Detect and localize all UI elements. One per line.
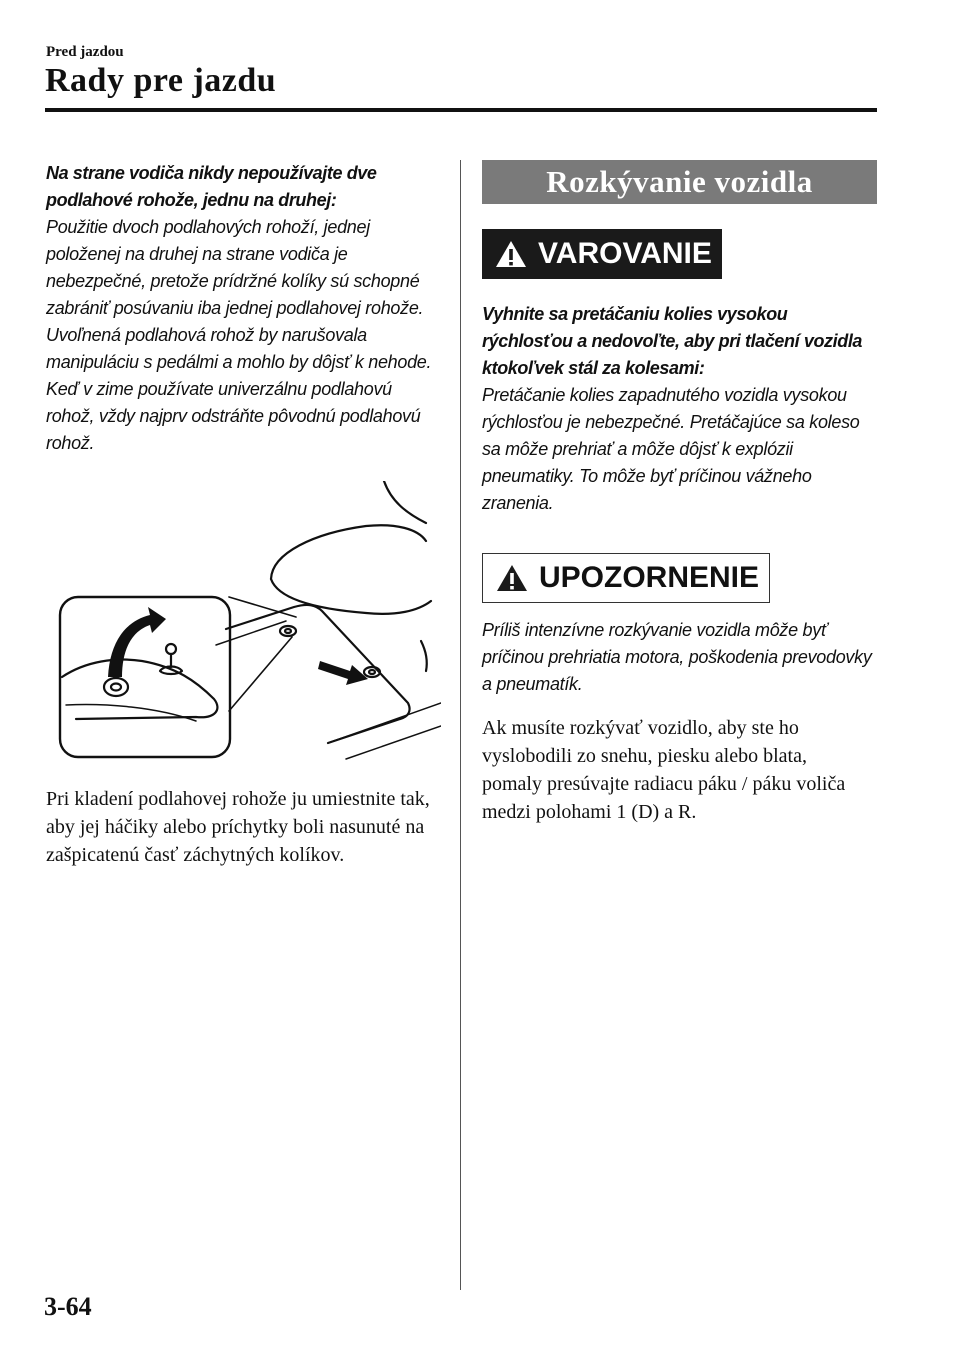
- install-arrow-icon: [108, 607, 166, 677]
- warning-badge: [482, 229, 722, 279]
- caution-label: UPOZORNENIE: [539, 561, 760, 594]
- title-rule: [45, 108, 877, 112]
- direction-arrow-icon: [318, 661, 368, 685]
- right-column: [482, 160, 882, 826]
- section-label: Pred jazdou: [46, 44, 124, 60]
- warning-triangle-icon: [494, 239, 528, 269]
- floor-mat-warning-p3: Keď v zime používate univerzálnu podlahovú rohož, vždy najprv odstráňte pôvodnú podlahovú rohož.: [46, 379, 421, 453]
- floor-mat-outline: [226, 605, 410, 743]
- section-banner: Rozkývanie vozidla: [482, 160, 877, 204]
- rocking-instructions: Ak musíte rozkývať vozidlo, aby ste ho vyslobodili zo snehu, piesku alebo blata, pomaly presúvajte radiacu páku / páku voliča medzi polohami 1 (D) a R.: [482, 717, 846, 823]
- floor-mat-warning-p1: Použitie dvoch podlahových rohoží, jednej položenej na druhej na strane vodiča je nebezpečné, pretože prídržné kolíky sú schopné zabrániť posúvaniu iba jednej podlahovej rohože.: [46, 217, 424, 318]
- column-divider: [460, 160, 461, 1290]
- floor-mat-warning-title: Na strane vodiča nikdy nepoužívajte dve podlahové rohože, jednu na druhej:: [46, 163, 377, 210]
- rocking-warning-body: Pretáčanie kolies zapadnutého vozidla vysokou rýchlosťou je nebezpečné. Pretáčajúce sa koleso sa môže prehriať a môže dôjsť k explózii pneumatiky. To môže byť príčinou vážneho zranenia.: [482, 385, 860, 513]
- mat-pin-icon: [280, 626, 296, 636]
- rocking-warning-title: Vyhnite sa pretáčaniu kolies vysokou rýchlosťou a nedovoľte, aby pri tlačení vozidla ktokoľvek stál za kolesami:: [482, 304, 863, 378]
- seat-front: [271, 579, 431, 614]
- warning-label: VAROVANIE: [538, 237, 712, 270]
- caution-triangle-icon: [495, 563, 529, 593]
- floor-mat-warning-p2: Uvoľnená podlahová rohož by narušovala manipuláciu s pedálmi a mohlo by dôjsť k nehode.: [46, 325, 432, 372]
- left-column: [46, 160, 441, 869]
- caution-badge: [482, 553, 770, 603]
- seat-back: [384, 481, 426, 523]
- floor-mat-caption: Pri kladení podlahovej rohože ju umiestnite tak, aby jej háčiky alebo príchytky boli nasunuté na zašpicatenú časť záchytných kolíkov.: [46, 788, 430, 866]
- floor-mat-drawing: [46, 481, 441, 771]
- floor-mat-illustration: [46, 481, 441, 771]
- page-title: Rady pre jazdu: [45, 62, 277, 99]
- seat-outline: [271, 525, 426, 579]
- caution-body: Príliš intenzívne rozkývanie vozidla môže byť príčinou prehriatia motora, poškodenia prevodovky a pneumatík.: [482, 620, 872, 694]
- page-number: 3-64: [44, 1292, 92, 1321]
